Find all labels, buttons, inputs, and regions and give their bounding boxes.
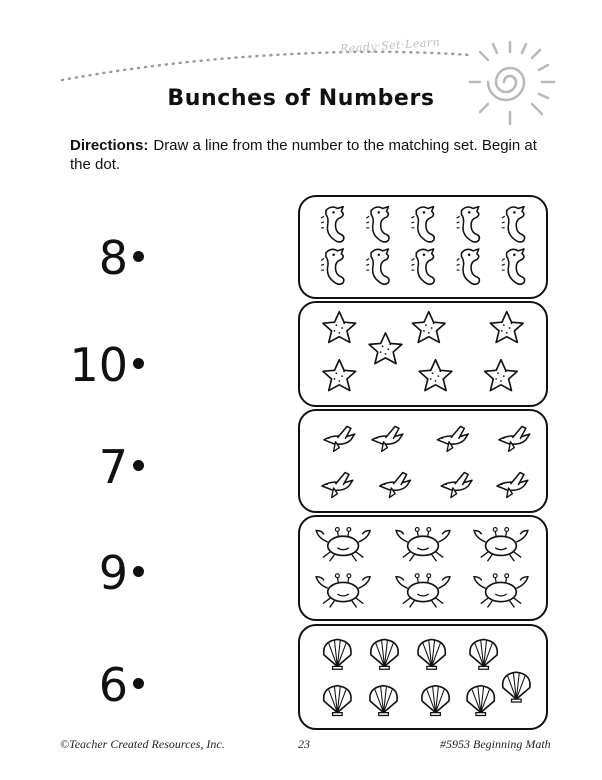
seagull-icon — [324, 426, 355, 451]
start-dot[interactable] — [133, 566, 144, 577]
brand-logo-text: Ready·Set·Learn — [339, 35, 441, 56]
seahorse-icon — [321, 249, 344, 284]
crab-icon — [396, 574, 450, 608]
directions — [70, 136, 560, 174]
set-box-starfish[interactable] — [298, 301, 548, 407]
starfish-icon — [412, 312, 445, 343]
seashell-icon — [418, 639, 445, 669]
seashell-icon — [422, 686, 449, 716]
crab-icon — [316, 574, 370, 608]
seahorse-icon — [502, 249, 525, 284]
starfish-set — [300, 303, 546, 405]
seagull-icon — [437, 426, 468, 451]
start-dot[interactable] — [133, 251, 144, 262]
footer-page-number: 23 — [298, 737, 310, 751]
starfish-icon — [419, 360, 452, 391]
set-box-seagulls[interactable] — [298, 409, 548, 513]
number-row-8 — [60, 228, 170, 288]
set-box-seahorses[interactable] — [298, 195, 548, 299]
seahorse-icon — [366, 249, 389, 284]
number-row-6 — [60, 655, 170, 715]
start-dot[interactable] — [133, 460, 144, 471]
seagull-icon — [441, 473, 472, 498]
number-row-9 — [60, 543, 170, 603]
seashell-icon — [503, 672, 530, 702]
seahorse-icon — [457, 249, 480, 284]
seagull-icon — [497, 473, 528, 498]
page-title: Bunches of Numbers — [167, 86, 435, 111]
seashell-icon — [324, 686, 351, 716]
crab-set — [300, 517, 546, 619]
seahorse-icon — [502, 207, 525, 242]
seashell-set — [300, 626, 546, 728]
seahorse-icon — [321, 207, 344, 242]
crab-icon — [316, 528, 370, 562]
number-row-10 — [60, 335, 170, 395]
starfish-icon — [369, 333, 402, 364]
set-box-seashells[interactable] — [298, 624, 548, 730]
seahorse-icon — [457, 207, 480, 242]
starfish-icon — [323, 312, 356, 343]
number-label: 10 — [69, 338, 128, 392]
seagull-icon — [322, 473, 353, 498]
number-label: 6 — [98, 658, 128, 712]
seashell-icon — [470, 639, 497, 669]
sun-icon — [458, 30, 563, 135]
seagull-icon — [380, 473, 411, 498]
directions-label: Directions: — [70, 137, 149, 154]
seagull-set — [300, 411, 546, 511]
number-label: 9 — [98, 546, 128, 600]
number-label: 7 — [98, 440, 128, 494]
crab-icon — [396, 528, 450, 562]
starfish-icon — [323, 360, 356, 391]
seashell-icon — [467, 686, 494, 716]
seahorse-icon — [411, 207, 434, 242]
seashell-icon — [324, 639, 351, 669]
crab-icon — [474, 574, 528, 608]
footer-book-title: #5953 Beginning Math — [440, 737, 551, 751]
seahorse-icon — [411, 249, 434, 284]
number-label: 8 — [98, 231, 128, 285]
starfish-icon — [485, 360, 518, 391]
seashell-icon — [371, 639, 398, 669]
seagull-icon — [372, 426, 403, 451]
seagull-icon — [499, 426, 530, 451]
seahorse-set — [300, 197, 546, 297]
seashell-icon — [370, 686, 397, 716]
start-dot[interactable] — [133, 358, 144, 369]
number-row-7 — [60, 437, 170, 497]
directions-text: Draw a line from the number to the matching set. Begin at the dot. — [70, 137, 537, 173]
set-box-crabs[interactable] — [298, 515, 548, 621]
footer-publisher: ©Teacher Created Resources, Inc. — [60, 737, 225, 751]
seahorse-icon — [366, 207, 389, 242]
crab-icon — [474, 528, 528, 562]
starfish-icon — [490, 312, 523, 343]
start-dot[interactable] — [133, 678, 144, 689]
